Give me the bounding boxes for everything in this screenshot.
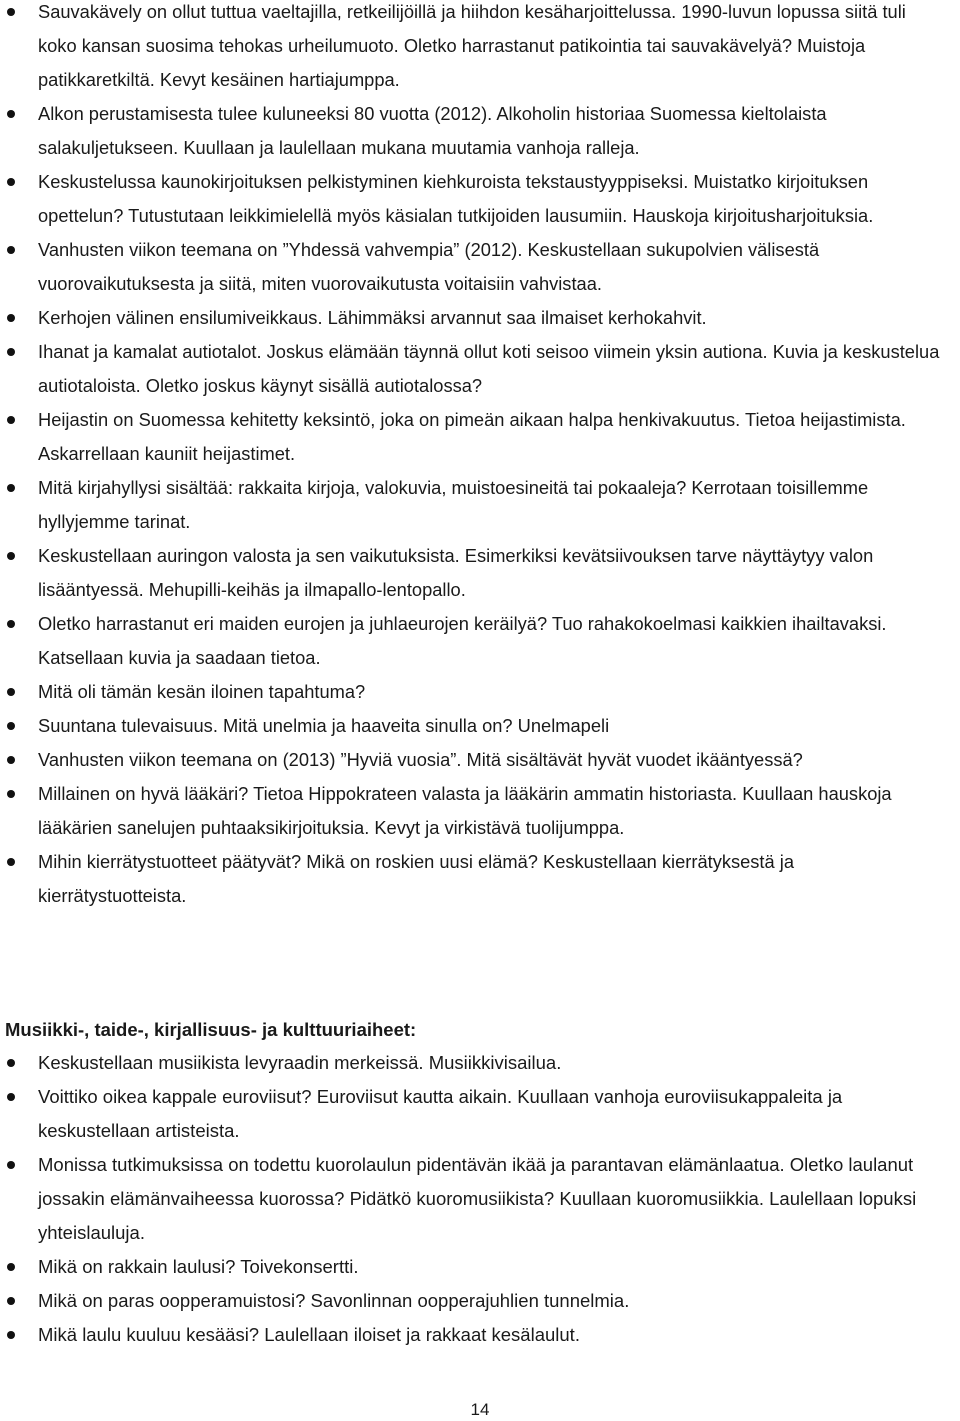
list-item: Oletko harrastanut eri maiden eurojen ja juhlaeurojen keräilyä? Tuo rahakokoelmasi kaikkien ihailtavaksi. Katsellaan kuvia ja saadaan tietoa. <box>0 607 960 675</box>
list-item: Mitä kirjahyllysi sisältää: rakkaita kirjoja, valokuvia, muistoesineitä tai pokaaleja? Kerrotaan toisillemme hyllyjemme tarinat. <box>0 471 960 539</box>
list-item: Millainen on hyvä lääkäri? Tietoa Hippokrateen valasta ja lääkärin ammatin historiasta. Kuullaan hauskoja lääkärien sanelujen puhtaaksikirjoituksia. Kevyt ja virkistävä tuolijumppa. <box>0 777 960 845</box>
list-item: Heijastin on Suomessa kehitetty keksintö, joka on pimeän aikaan halpa henkivakuutus. Tietoa heijastimista. Askarrellaan kauniit heijastimet. <box>0 403 960 471</box>
section-heading: Musiikki-, taide-, kirjallisuus- ja kulttuuriaiheet: <box>5 1019 417 1040</box>
list-item: Monissa tutkimuksissa on todettu kuorolaulun pidentävän ikää ja parantavan elämänlaatua. Oletko laulanut jossakin elämänvaiheessa kuorossa? Pidätkö kuoromusiikista? Kuullaan kuoromusiikkia. Laulellaan lopuksi yhteislauluja. <box>0 1148 960 1250</box>
list-item: Sauvakävely on ollut tuttua vaeltajilla, retkeilijöillä ja hiihdon kesäharjoittelussa. 1990-luvun lopussa siitä tuli koko kansan suosima tehokas urheilumuoto. Oletko harrastanut patikointia tai sauvakävelyä? Muistoja patikkaretkiltä. Kevyt kesäinen hartiajumppa. <box>0 0 960 97</box>
list-item: Ihanat ja kamalat autiotalot. Joskus elämään täynnä ollut koti seisoo viimein yksin autiona. Kuvia ja keskustelua autiotaloista. Oletko joskus käynyt sisällä autiotalossa? <box>0 335 960 403</box>
list-item: Keskustellaan auringon valosta ja sen vaikutuksista. Esimerkiksi kevätsiivouksen tarve näyttäytyy valon lisääntyessä. Mehupilli-keihäs ja ilmapallo-lentopallo. <box>0 539 960 607</box>
page-number: 14 <box>470 1400 490 1419</box>
list-item: Kerhojen välinen ensilumiveikkaus. Lähimmäksi arvannut saa ilmaiset kerhokahvit. <box>0 301 960 335</box>
list-item: Alkon perustamisesta tulee kuluneeksi 80 vuotta (2012). Alkoholin historiaa Suomessa kieltolaista salakuljetukseen. Kuullaan ja laulellaan mukana muutamia vanhoja ralleja. <box>0 97 960 165</box>
music-culture-list <box>0 1046 960 1352</box>
list-item: Mitä oli tämän kesän iloinen tapahtuma? <box>0 675 960 709</box>
list-item: Keskustelussa kaunokirjoituksen pelkistyminen kiehkuroista tekstaustyyppiseksi. Muistatko kirjoituksen opettelun? Tutustutaan leikkimielellä myös käsialan tutkijoiden lausumiin. Hauskoja kirjoitusharjoituksia. <box>0 165 960 233</box>
list-item: Vanhusten viikon teemana on ”Yhdessä vahvempia” (2012). Keskustellaan sukupolvien välisestä vuorovaikutuksesta ja siitä, miten vuorovaikutusta voitaisiin vahvistaa. <box>0 233 960 301</box>
list-item: Mikä on rakkain laulusi? Toivekonsertti. <box>0 1250 960 1284</box>
list-item: Voittiko oikea kappale euroviisut? Euroviisut kautta aikain. Kuullaan vanhoja euroviisukappaleita ja keskustellaan artisteista. <box>0 1080 960 1148</box>
list-item: Vanhusten viikon teemana on (2013) ”Hyviä vuosia”. Mitä sisältävät hyvät vuodet ikääntyessä? <box>0 743 960 777</box>
list-item: Keskustellaan musiikista levyraadin merkeissä. Musiikkivisailua. <box>0 1046 960 1080</box>
list-item: Mikä laulu kuuluu kesääsi? Laulellaan iloiset ja rakkaat kesälaulut. <box>0 1318 960 1352</box>
list-item: Mihin kierrätystuotteet päätyvät? Mikä on roskien uusi elämä? Keskustellaan kierrätyksestä ja kierrätystuotteista. <box>0 845 960 913</box>
list-item: Suuntana tulevaisuus. Mitä unelmia ja haaveita sinulla on? Unelmapeli <box>0 709 960 743</box>
list-item: Mikä on paras oopperamuistosi? Savonlinnan oopperajuhlien tunnelmia. <box>0 1284 960 1318</box>
